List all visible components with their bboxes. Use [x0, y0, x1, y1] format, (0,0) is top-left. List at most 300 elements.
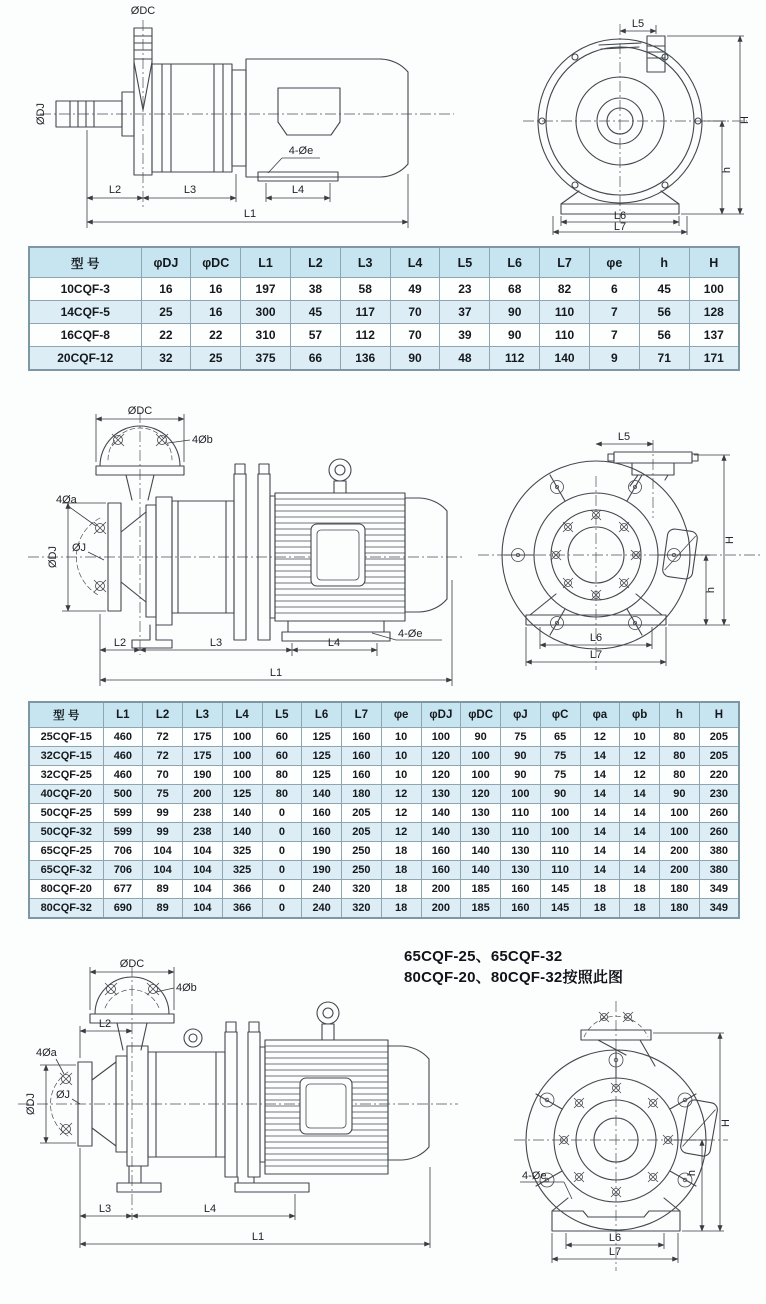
value-cell: 137 — [689, 324, 739, 347]
value-cell: 14 — [580, 842, 620, 861]
value-cell: 220 — [699, 766, 739, 785]
pump-outline — [56, 28, 408, 181]
pump-outline — [502, 452, 698, 649]
model-cell: 25CQF-15 — [29, 728, 103, 747]
column-header: L2 — [143, 702, 183, 728]
value-cell: 145 — [540, 880, 580, 899]
header-row — [29, 702, 739, 728]
label-l1: L1 — [243, 208, 257, 220]
value-cell: 90 — [390, 347, 440, 371]
column-header: L6 — [302, 702, 342, 728]
value-cell: 100 — [540, 823, 580, 842]
label-phi-dc: ØDC — [130, 5, 156, 17]
dimension-table-small-pumps — [28, 246, 740, 371]
value-cell: 140 — [421, 823, 461, 842]
value-cell: 104 — [143, 861, 183, 880]
figure-flanged-pump-side-view — [20, 400, 470, 692]
value-cell: 90 — [540, 785, 580, 804]
value-cell: 320 — [342, 899, 382, 919]
value-cell: 0 — [262, 880, 302, 899]
model-note-line1: 65CQF-25、65CQF-32 — [404, 948, 563, 965]
value-cell: 160 — [421, 861, 461, 880]
value-cell: 205 — [342, 823, 382, 842]
value-cell: 160 — [302, 823, 342, 842]
column-header: L1 — [103, 702, 143, 728]
value-cell: 49 — [390, 278, 440, 301]
value-cell: 140 — [222, 823, 262, 842]
model-note-line2: 80CQF-20、80CQF-32按照此图 — [404, 969, 624, 986]
label-4-phi-b: 4Øb — [176, 982, 197, 994]
label-l3: L3 — [209, 637, 223, 649]
column-header: L3 — [183, 702, 223, 728]
value-cell: 80 — [660, 728, 700, 747]
value-cell: 57 — [290, 324, 340, 347]
value-cell: 120 — [421, 747, 461, 766]
label-l2: L2 — [108, 184, 122, 196]
column-header: L3 — [340, 247, 390, 278]
label-l1: L1 — [251, 1231, 265, 1243]
value-cell: 125 — [302, 728, 342, 747]
value-cell: 6 — [589, 278, 639, 301]
value-cell: 200 — [660, 842, 700, 861]
value-cell: 70 — [390, 324, 440, 347]
value-cell: 160 — [302, 804, 342, 823]
value-cell: 375 — [241, 347, 291, 371]
value-cell: 45 — [290, 301, 340, 324]
label-4-phi-a: 4Øa — [36, 1047, 57, 1059]
value-cell: 120 — [461, 785, 501, 804]
value-cell: 599 — [103, 804, 143, 823]
value-cell: 100 — [501, 785, 541, 804]
value-cell: 205 — [699, 747, 739, 766]
value-cell: 690 — [103, 899, 143, 919]
label-4-phi-a: 4Øa — [56, 494, 77, 506]
value-cell: 39 — [440, 324, 490, 347]
value-cell: 25 — [141, 301, 191, 324]
label-l6: L6 — [589, 632, 603, 644]
label-l5: L5 — [631, 18, 645, 30]
value-cell: 10 — [620, 728, 660, 747]
table-row — [29, 785, 739, 804]
value-cell: 37 — [440, 301, 490, 324]
value-cell: 110 — [540, 301, 590, 324]
value-cell: 0 — [262, 842, 302, 861]
value-cell: 706 — [103, 861, 143, 880]
motor-nameplate — [300, 1078, 352, 1134]
value-cell: 380 — [699, 861, 739, 880]
model-cell: 80CQF-20 — [29, 880, 103, 899]
value-cell: 190 — [302, 842, 342, 861]
column-header: L5 — [440, 247, 490, 278]
column-header: L5 — [262, 702, 302, 728]
label-phi-dj: ØDJ — [47, 546, 59, 568]
value-cell: 100 — [421, 728, 461, 747]
value-cell: 190 — [183, 766, 223, 785]
value-cell: 45 — [639, 278, 689, 301]
value-cell: 200 — [660, 861, 700, 880]
value-cell: 99 — [143, 823, 183, 842]
value-cell: 82 — [540, 278, 590, 301]
value-cell: 58 — [340, 278, 390, 301]
value-cell: 349 — [699, 880, 739, 899]
model-cell: 80CQF-32 — [29, 899, 103, 919]
model-cell: 20CQF-12 — [29, 347, 141, 371]
value-cell: 112 — [340, 324, 390, 347]
label-l1: L1 — [269, 667, 283, 679]
model-cell: 40CQF-20 — [29, 785, 103, 804]
label-l4: L4 — [327, 637, 341, 649]
label-l7: L7 — [589, 649, 603, 661]
model-cell: 65CQF-25 — [29, 842, 103, 861]
value-cell: 18 — [381, 861, 421, 880]
value-cell: 56 — [639, 324, 689, 347]
column-header: φDC — [191, 247, 241, 278]
value-cell: 70 — [143, 766, 183, 785]
value-cell: 7 — [589, 324, 639, 347]
value-cell: 16 — [191, 278, 241, 301]
value-cell: 240 — [302, 899, 342, 919]
value-cell: 22 — [141, 324, 191, 347]
column-header: 型 号 — [29, 247, 141, 278]
model-cell: 10CQF-3 — [29, 278, 141, 301]
value-cell: 75 — [540, 766, 580, 785]
value-cell: 130 — [461, 804, 501, 823]
value-cell: 599 — [103, 823, 143, 842]
column-header: L4 — [222, 702, 262, 728]
value-cell: 18 — [620, 899, 660, 919]
value-cell: 460 — [103, 728, 143, 747]
label-l6: L6 — [613, 210, 627, 222]
value-cell: 38 — [290, 278, 340, 301]
value-cell: 171 — [689, 347, 739, 371]
value-cell: 80 — [660, 747, 700, 766]
column-header: H — [699, 702, 739, 728]
figure-small-pump-side-view — [30, 2, 460, 234]
value-cell: 175 — [183, 747, 223, 766]
table-row — [29, 324, 739, 347]
column-header: φC — [540, 702, 580, 728]
value-cell: 130 — [421, 785, 461, 804]
table-row — [29, 278, 739, 301]
figure-small-pump-front-view — [495, 8, 765, 235]
label-h-base: h — [721, 166, 733, 174]
value-cell: 14 — [580, 766, 620, 785]
value-cell: 12 — [381, 823, 421, 842]
value-cell: 89 — [143, 880, 183, 899]
value-cell: 130 — [461, 823, 501, 842]
header-row — [29, 247, 739, 278]
label-4-phi-b: 4Øb — [192, 434, 213, 446]
value-cell: 125 — [222, 785, 262, 804]
label-bolt-holes: 4-Øe — [522, 1170, 547, 1182]
value-cell: 205 — [699, 728, 739, 747]
figure-large-pump-side-view — [10, 952, 462, 1284]
model-cell: 14CQF-5 — [29, 301, 141, 324]
value-cell: 160 — [421, 842, 461, 861]
value-cell: 68 — [490, 278, 540, 301]
value-cell: 72 — [143, 728, 183, 747]
value-cell: 180 — [342, 785, 382, 804]
value-cell: 90 — [490, 301, 540, 324]
value-cell: 200 — [183, 785, 223, 804]
value-cell: 140 — [421, 804, 461, 823]
value-cell: 185 — [461, 880, 501, 899]
value-cell: 90 — [501, 747, 541, 766]
value-cell: 25 — [191, 347, 241, 371]
value-cell: 71 — [639, 347, 689, 371]
value-cell: 14 — [620, 823, 660, 842]
value-cell: 160 — [501, 899, 541, 919]
value-cell: 325 — [222, 842, 262, 861]
value-cell: 18 — [381, 880, 421, 899]
value-cell: 70 — [390, 301, 440, 324]
value-cell: 185 — [461, 899, 501, 919]
value-cell: 104 — [143, 842, 183, 861]
label-h-total: H — [724, 536, 736, 544]
value-cell: 10 — [381, 728, 421, 747]
pump-outline — [76, 426, 447, 648]
value-cell: 100 — [222, 747, 262, 766]
value-cell: 75 — [143, 785, 183, 804]
value-cell: 100 — [461, 747, 501, 766]
label-l3: L3 — [183, 184, 197, 196]
value-cell: 90 — [501, 766, 541, 785]
column-header: φe — [381, 702, 421, 728]
value-cell: 140 — [540, 347, 590, 371]
value-cell: 100 — [540, 804, 580, 823]
value-cell: 130 — [501, 842, 541, 861]
value-cell: 110 — [501, 804, 541, 823]
figure-flanged-pump-front-view — [468, 418, 766, 690]
column-header: h — [639, 247, 689, 278]
value-cell: 205 — [342, 804, 382, 823]
value-cell: 80 — [262, 785, 302, 804]
value-cell: 12 — [381, 785, 421, 804]
value-cell: 0 — [262, 861, 302, 880]
value-cell: 238 — [183, 823, 223, 842]
value-cell: 175 — [183, 728, 223, 747]
value-cell: 12 — [620, 747, 660, 766]
label-l2: L2 — [113, 637, 127, 649]
value-cell: 325 — [222, 861, 262, 880]
figure-large-pump-front-view — [488, 993, 766, 1301]
label-bolt-holes: 4-Øe — [398, 628, 423, 640]
value-cell: 66 — [290, 347, 340, 371]
value-cell: 80 — [660, 766, 700, 785]
model-cell: 16CQF-8 — [29, 324, 141, 347]
column-header: L1 — [241, 247, 291, 278]
value-cell: 160 — [342, 728, 382, 747]
value-cell: 90 — [461, 728, 501, 747]
value-cell: 125 — [302, 747, 342, 766]
value-cell: 32 — [141, 347, 191, 371]
value-cell: 0 — [262, 823, 302, 842]
label-phi-j: ØJ — [56, 1089, 71, 1101]
value-cell: 100 — [660, 804, 700, 823]
column-header: φb — [620, 702, 660, 728]
label-l6: L6 — [608, 1232, 622, 1244]
value-cell: 100 — [222, 766, 262, 785]
model-cell: 50CQF-25 — [29, 804, 103, 823]
label-bolt-holes: 4-Øe — [288, 145, 314, 157]
value-cell: 128 — [689, 301, 739, 324]
value-cell: 200 — [421, 880, 461, 899]
value-cell: 56 — [639, 301, 689, 324]
value-cell: 310 — [241, 324, 291, 347]
label-phi-dc: ØDC — [127, 405, 153, 417]
column-header: 型 号 — [29, 702, 103, 728]
column-header: φDJ — [141, 247, 191, 278]
table-row — [29, 899, 739, 919]
value-cell: 197 — [241, 278, 291, 301]
value-cell: 12 — [580, 728, 620, 747]
value-cell: 89 — [143, 899, 183, 919]
value-cell: 80 — [262, 766, 302, 785]
value-cell: 10 — [381, 747, 421, 766]
value-cell: 238 — [183, 804, 223, 823]
label-l4: L4 — [291, 184, 305, 196]
value-cell: 140 — [461, 861, 501, 880]
value-cell: 180 — [660, 880, 700, 899]
value-cell: 0 — [262, 899, 302, 919]
value-cell: 18 — [381, 842, 421, 861]
label-l2: L2 — [98, 1018, 112, 1030]
label-h-base: h — [705, 586, 717, 594]
value-cell: 72 — [143, 747, 183, 766]
value-cell: 7 — [589, 301, 639, 324]
terminal-box — [680, 1099, 719, 1157]
value-cell: 100 — [660, 823, 700, 842]
column-header: H — [689, 247, 739, 278]
value-cell: 60 — [262, 728, 302, 747]
label-l7: L7 — [608, 1246, 622, 1258]
table-row — [29, 861, 739, 880]
value-cell: 300 — [241, 301, 291, 324]
value-cell: 200 — [421, 899, 461, 919]
value-cell: 14 — [620, 785, 660, 804]
value-cell: 500 — [103, 785, 143, 804]
column-header: L7 — [342, 702, 382, 728]
value-cell: 110 — [540, 842, 580, 861]
value-cell: 190 — [302, 861, 342, 880]
value-cell: 18 — [580, 880, 620, 899]
value-cell: 460 — [103, 766, 143, 785]
value-cell: 366 — [222, 880, 262, 899]
column-header: φDJ — [421, 702, 461, 728]
value-cell: 104 — [183, 880, 223, 899]
value-cell: 99 — [143, 804, 183, 823]
value-cell: 180 — [660, 899, 700, 919]
value-cell: 16 — [191, 301, 241, 324]
value-cell: 125 — [302, 766, 342, 785]
column-header: L2 — [290, 247, 340, 278]
label-h-total: H — [720, 1119, 732, 1127]
column-header: L4 — [390, 247, 440, 278]
value-cell: 140 — [222, 804, 262, 823]
value-cell: 90 — [490, 324, 540, 347]
value-cell: 14 — [620, 861, 660, 880]
value-cell: 320 — [342, 880, 382, 899]
table-row — [29, 804, 739, 823]
value-cell: 14 — [620, 804, 660, 823]
value-cell: 140 — [302, 785, 342, 804]
value-cell: 14 — [580, 804, 620, 823]
label-phi-dj: ØDJ — [25, 1093, 37, 1115]
value-cell: 140 — [461, 842, 501, 861]
table-small-pumps — [28, 246, 740, 371]
value-cell: 104 — [183, 842, 223, 861]
value-cell: 14 — [580, 861, 620, 880]
value-cell: 14 — [580, 785, 620, 804]
column-header: φJ — [501, 702, 541, 728]
model-cell: 32CQF-25 — [29, 766, 103, 785]
column-header: φa — [580, 702, 620, 728]
value-cell: 75 — [501, 728, 541, 747]
value-cell: 18 — [620, 880, 660, 899]
table-large-pumps — [28, 701, 740, 919]
label-l4: L4 — [203, 1203, 217, 1215]
value-cell: 110 — [540, 861, 580, 880]
label-phi-dc: ØDC — [119, 958, 145, 970]
value-cell: 10 — [381, 766, 421, 785]
label-l3: L3 — [98, 1203, 112, 1215]
column-header: h — [660, 702, 700, 728]
value-cell: 100 — [461, 766, 501, 785]
table-row — [29, 747, 739, 766]
value-cell: 112 — [490, 347, 540, 371]
motor-nameplate — [311, 524, 365, 586]
value-cell: 260 — [699, 823, 739, 842]
value-cell: 130 — [501, 861, 541, 880]
table-row — [29, 842, 739, 861]
value-cell: 145 — [540, 899, 580, 919]
value-cell: 14 — [580, 747, 620, 766]
label-phi-dj: ØDJ — [35, 103, 47, 125]
value-cell: 14 — [620, 842, 660, 861]
column-header: L7 — [540, 247, 590, 278]
table-row — [29, 301, 739, 324]
value-cell: 117 — [340, 301, 390, 324]
model-cell: 50CQF-32 — [29, 823, 103, 842]
table-row — [29, 880, 739, 899]
value-cell: 9 — [589, 347, 639, 371]
value-cell: 14 — [580, 823, 620, 842]
table-row — [29, 766, 739, 785]
value-cell: 160 — [342, 747, 382, 766]
value-cell: 240 — [302, 880, 342, 899]
value-cell: 48 — [440, 347, 490, 371]
value-cell: 18 — [580, 899, 620, 919]
value-cell: 677 — [103, 880, 143, 899]
value-cell: 60 — [262, 747, 302, 766]
model-cell: 65CQF-32 — [29, 861, 103, 880]
value-cell: 120 — [421, 766, 461, 785]
value-cell: 23 — [440, 278, 490, 301]
value-cell: 12 — [620, 766, 660, 785]
value-cell: 250 — [342, 861, 382, 880]
value-cell: 100 — [689, 278, 739, 301]
value-cell: 349 — [699, 899, 739, 919]
label-h-base: h — [686, 1169, 698, 1177]
value-cell: 18 — [381, 899, 421, 919]
value-cell: 160 — [342, 766, 382, 785]
label-h-total: H — [739, 116, 751, 124]
value-cell: 104 — [183, 861, 223, 880]
value-cell: 100 — [222, 728, 262, 747]
value-cell: 65 — [540, 728, 580, 747]
value-cell: 22 — [191, 324, 241, 347]
label-l7: L7 — [613, 221, 627, 233]
